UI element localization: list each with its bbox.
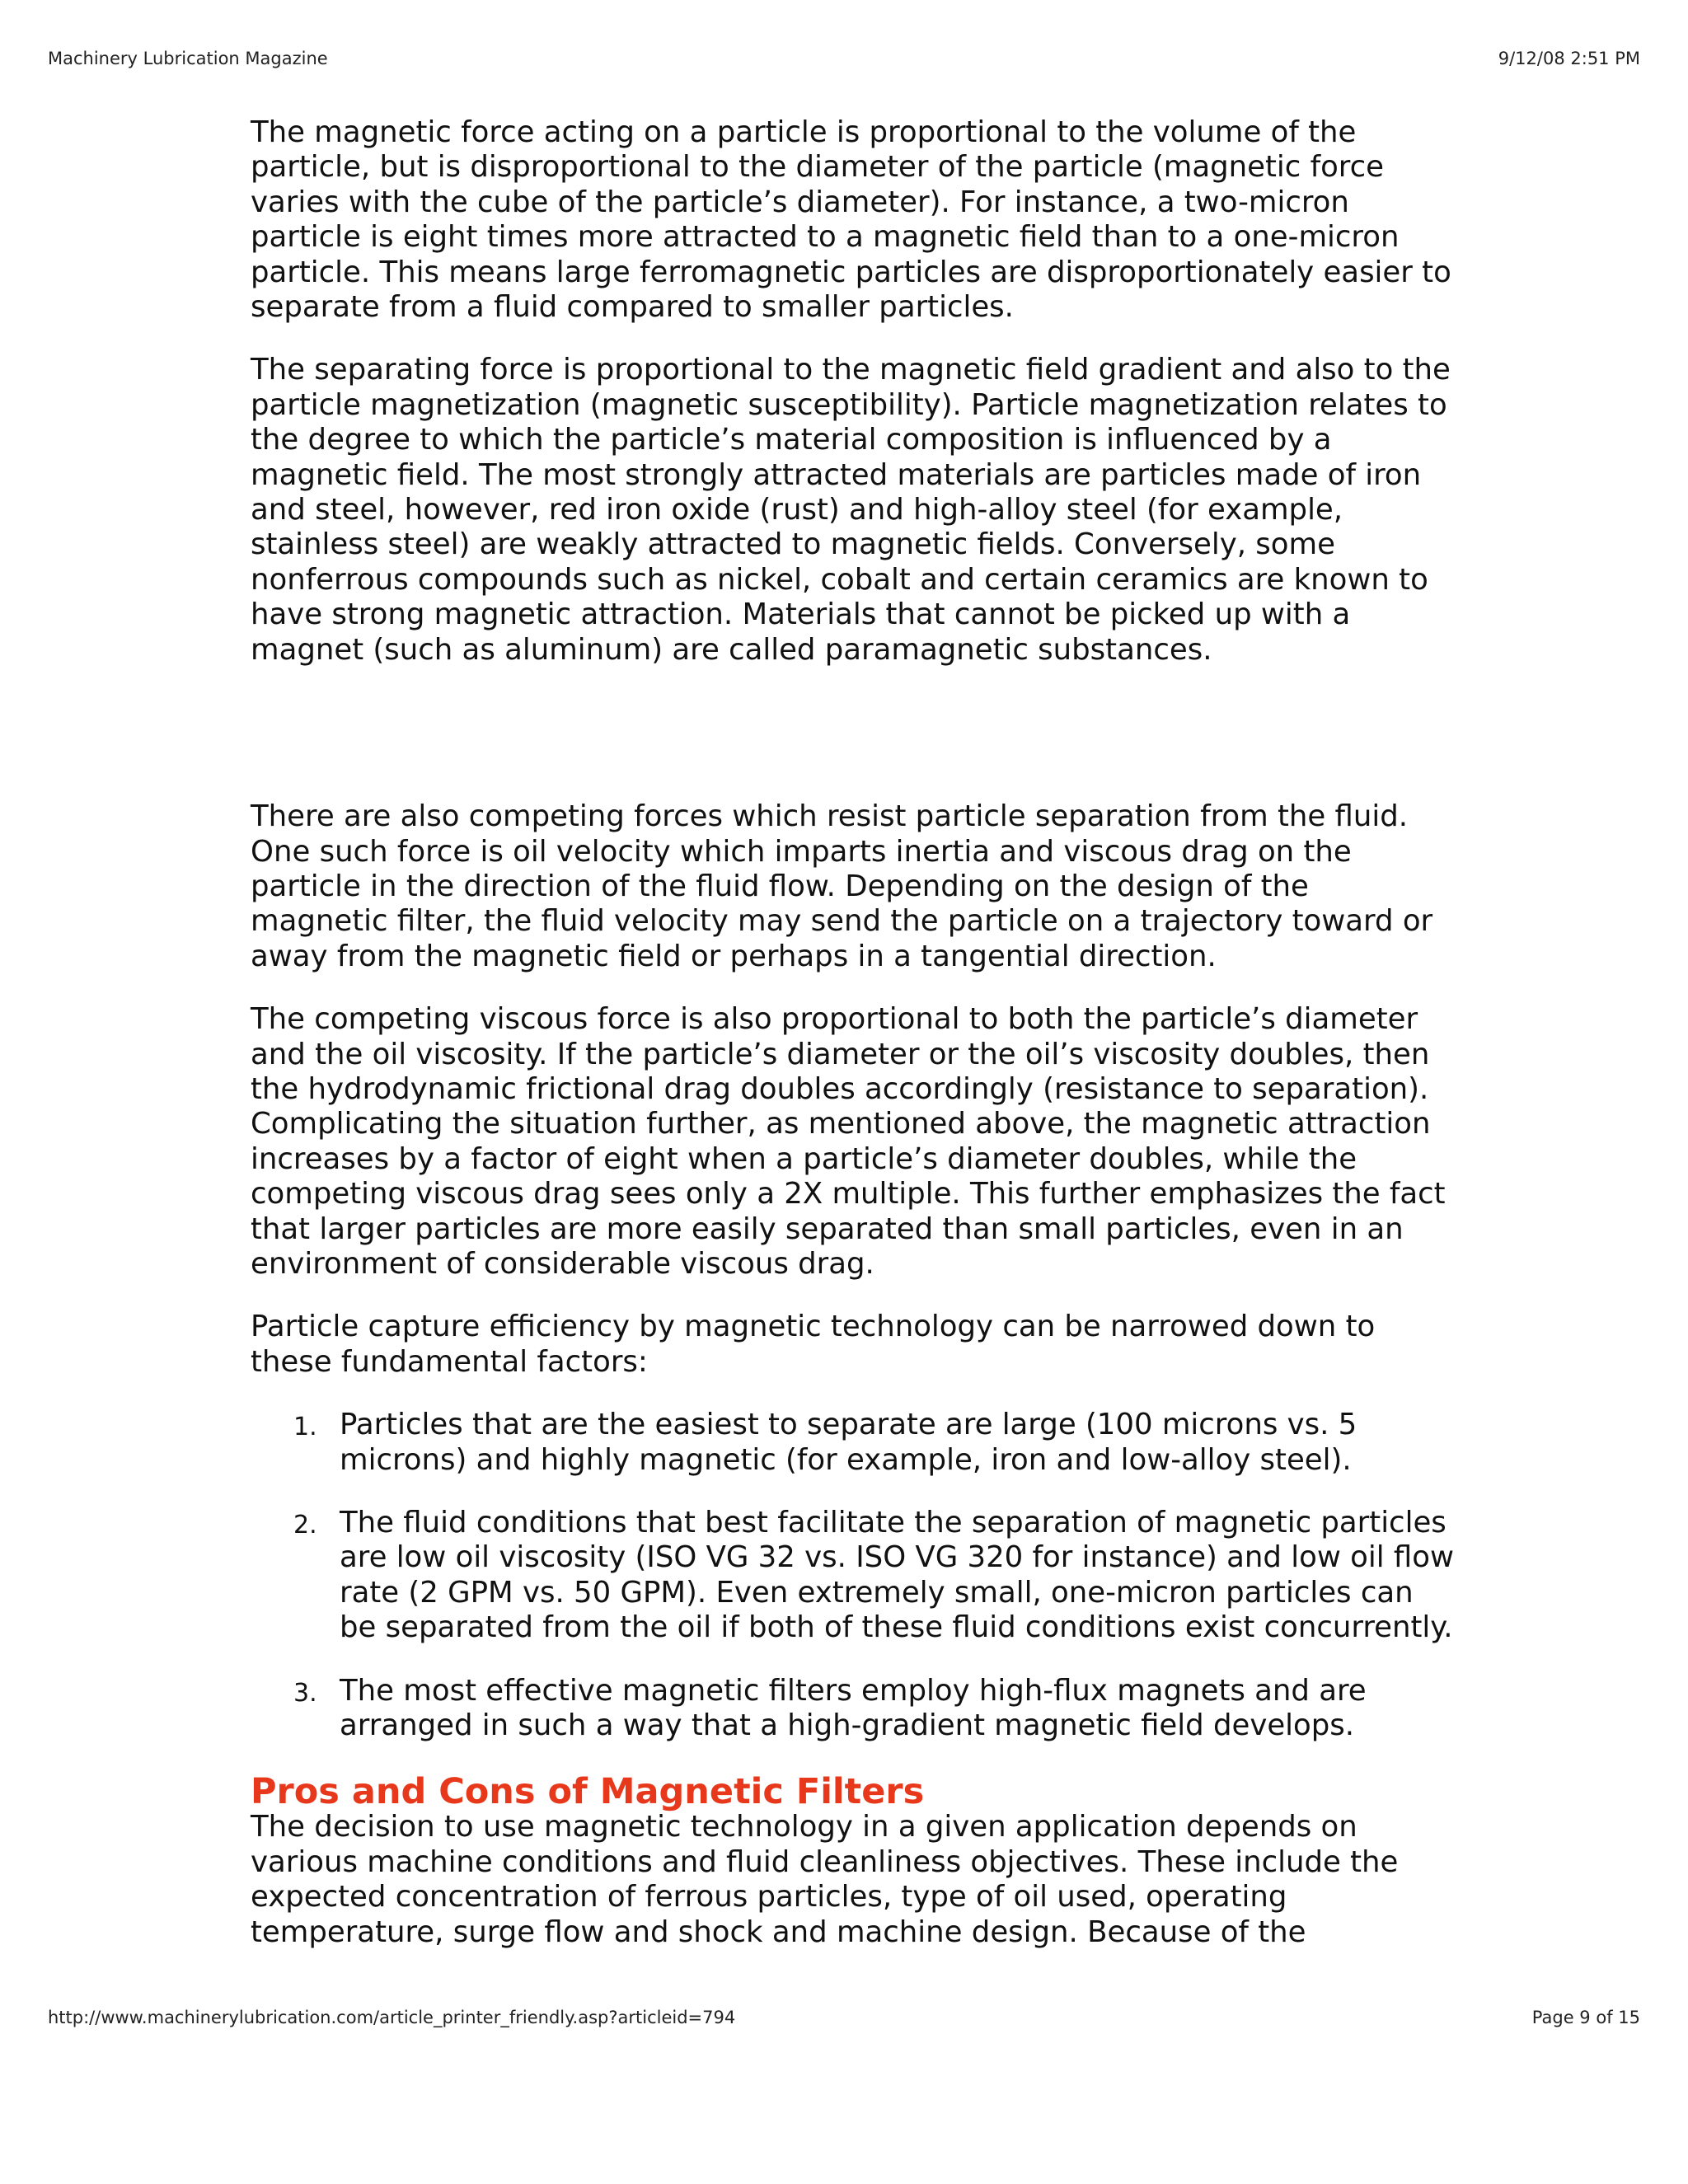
paragraph-viscous-force: The competing viscous force is also proportional to both the particle’s diameter and the oil viscosity. If the particle’s diameter or the oil’s viscosity doubles, then the hydrodynamic frictional drag doubles accordingly (resistance to separation). Complicating the situation further, as mentioned above, the magnetic attraction increases by a factor of eight when a particle’s diameter doubles, while the competing viscous drag sees only a 2X multiple. This further emphasizes the fact that larger particles are more easily separated than small particles, even in an environment of considerable viscous drag. <box>251 1002 1446 1281</box>
list-item-number: 1. <box>293 1413 317 1442</box>
article-body <box>251 115 1454 1978</box>
list-item <box>251 1506 1454 1646</box>
paragraph-competing-forces: There are also competing forces which resist particle separation from the fluid. One such force is oil velocity which imparts inertia and viscous drag on the particle in the direction of the fluid flow. Depending on the design of the magnetic filter, the fluid velocity may send the particle on a trajectory toward or away from the magnetic field or perhaps in a tangential direction. <box>251 799 1433 973</box>
section-heading: Pros and Cons of Magnetic Filters <box>251 1771 925 1813</box>
list-item-number: 2. <box>293 1511 317 1540</box>
list-item-text: The most effective magnetic filters employ high-flux magnets and are arranged in such a way that a high-gradient magnetic field develops. <box>340 1673 1367 1743</box>
paragraph-capture-efficiency: Particle capture efficiency by magnetic technology can be narrowed down to these fundamental factors: <box>251 1310 1376 1379</box>
list-item <box>251 1674 1454 1744</box>
print-timestamp: 9/12/08 2:51 PM <box>1498 49 1640 68</box>
print-header <box>48 49 1640 68</box>
publication-name: Machinery Lubrication Magazine <box>48 49 328 68</box>
page-number: Page 9 of 15 <box>1531 2008 1640 2027</box>
list-item-text: The fluid conditions that best facilitate the separation of magnetic particles are low oil viscosity (ISO VG 32 vs. ISO VG 320 for instance) and low oil flow rate (2 GPM vs. 50 GPM). Even extremely small, one-micron particles can be separated from the oil if both of these fluid conditions exist concurrently. <box>340 1506 1454 1645</box>
paragraph-magnetic-force: The magnetic force acting on a particle is proportional to the volume of the particle, but is disproportional to the diameter of the particle (magnetic force varies with the cube of the particle’s diameter). For instance, a two-micron particle is eight times more attracted to a magnetic field than to a one-micron particle. This means large ferromagnetic particles are disproportionately easier to separate from a fluid compared to smaller particles. <box>251 115 1451 325</box>
paragraph-pros-cons-intro: The decision to use magnetic technology in a given application depends on various machine conditions and fluid cleanliness objectives. These include the expected concentration of ferrous particles, type of oil used, operating temperature, surge flow and shock and machine design. Because of the <box>251 1810 1399 1949</box>
page-url: http://www.machinerylubrication.com/article_printer_friendly.asp?articleid=794 <box>48 2008 736 2027</box>
list-item-number: 3. <box>293 1678 317 1708</box>
list-item <box>251 1408 1454 1478</box>
paragraph-separating-force: The separating force is proportional to the magnetic field gradient and also to the particle magnetization (magnetic susceptibility). Particle magnetization relates to the degree to which the particle’s material composition is influenced by a magnetic field. The most strongly attracted materials are particles made of iron and steel, however, red iron oxide (rust) and high-alloy steel (for example, stainless steel) are weakly attracted to magnetic fields. Conversely, some nonferrous compounds such as nickel, cobalt and certain ceramics are known to have strong magnetic attraction. Materials that cannot be picked up with a magnet (such as aluminum) are called paramagnetic substances. <box>251 353 1451 667</box>
image-gap <box>251 696 1454 799</box>
list-item-text: Particles that are the easiest to separate are large (100 microns vs. 5 microns) and highly magnetic (for example, iron and low-alloy steel). <box>340 1408 1357 1477</box>
print-footer <box>48 2008 1640 2027</box>
factors-list <box>251 1408 1454 1743</box>
